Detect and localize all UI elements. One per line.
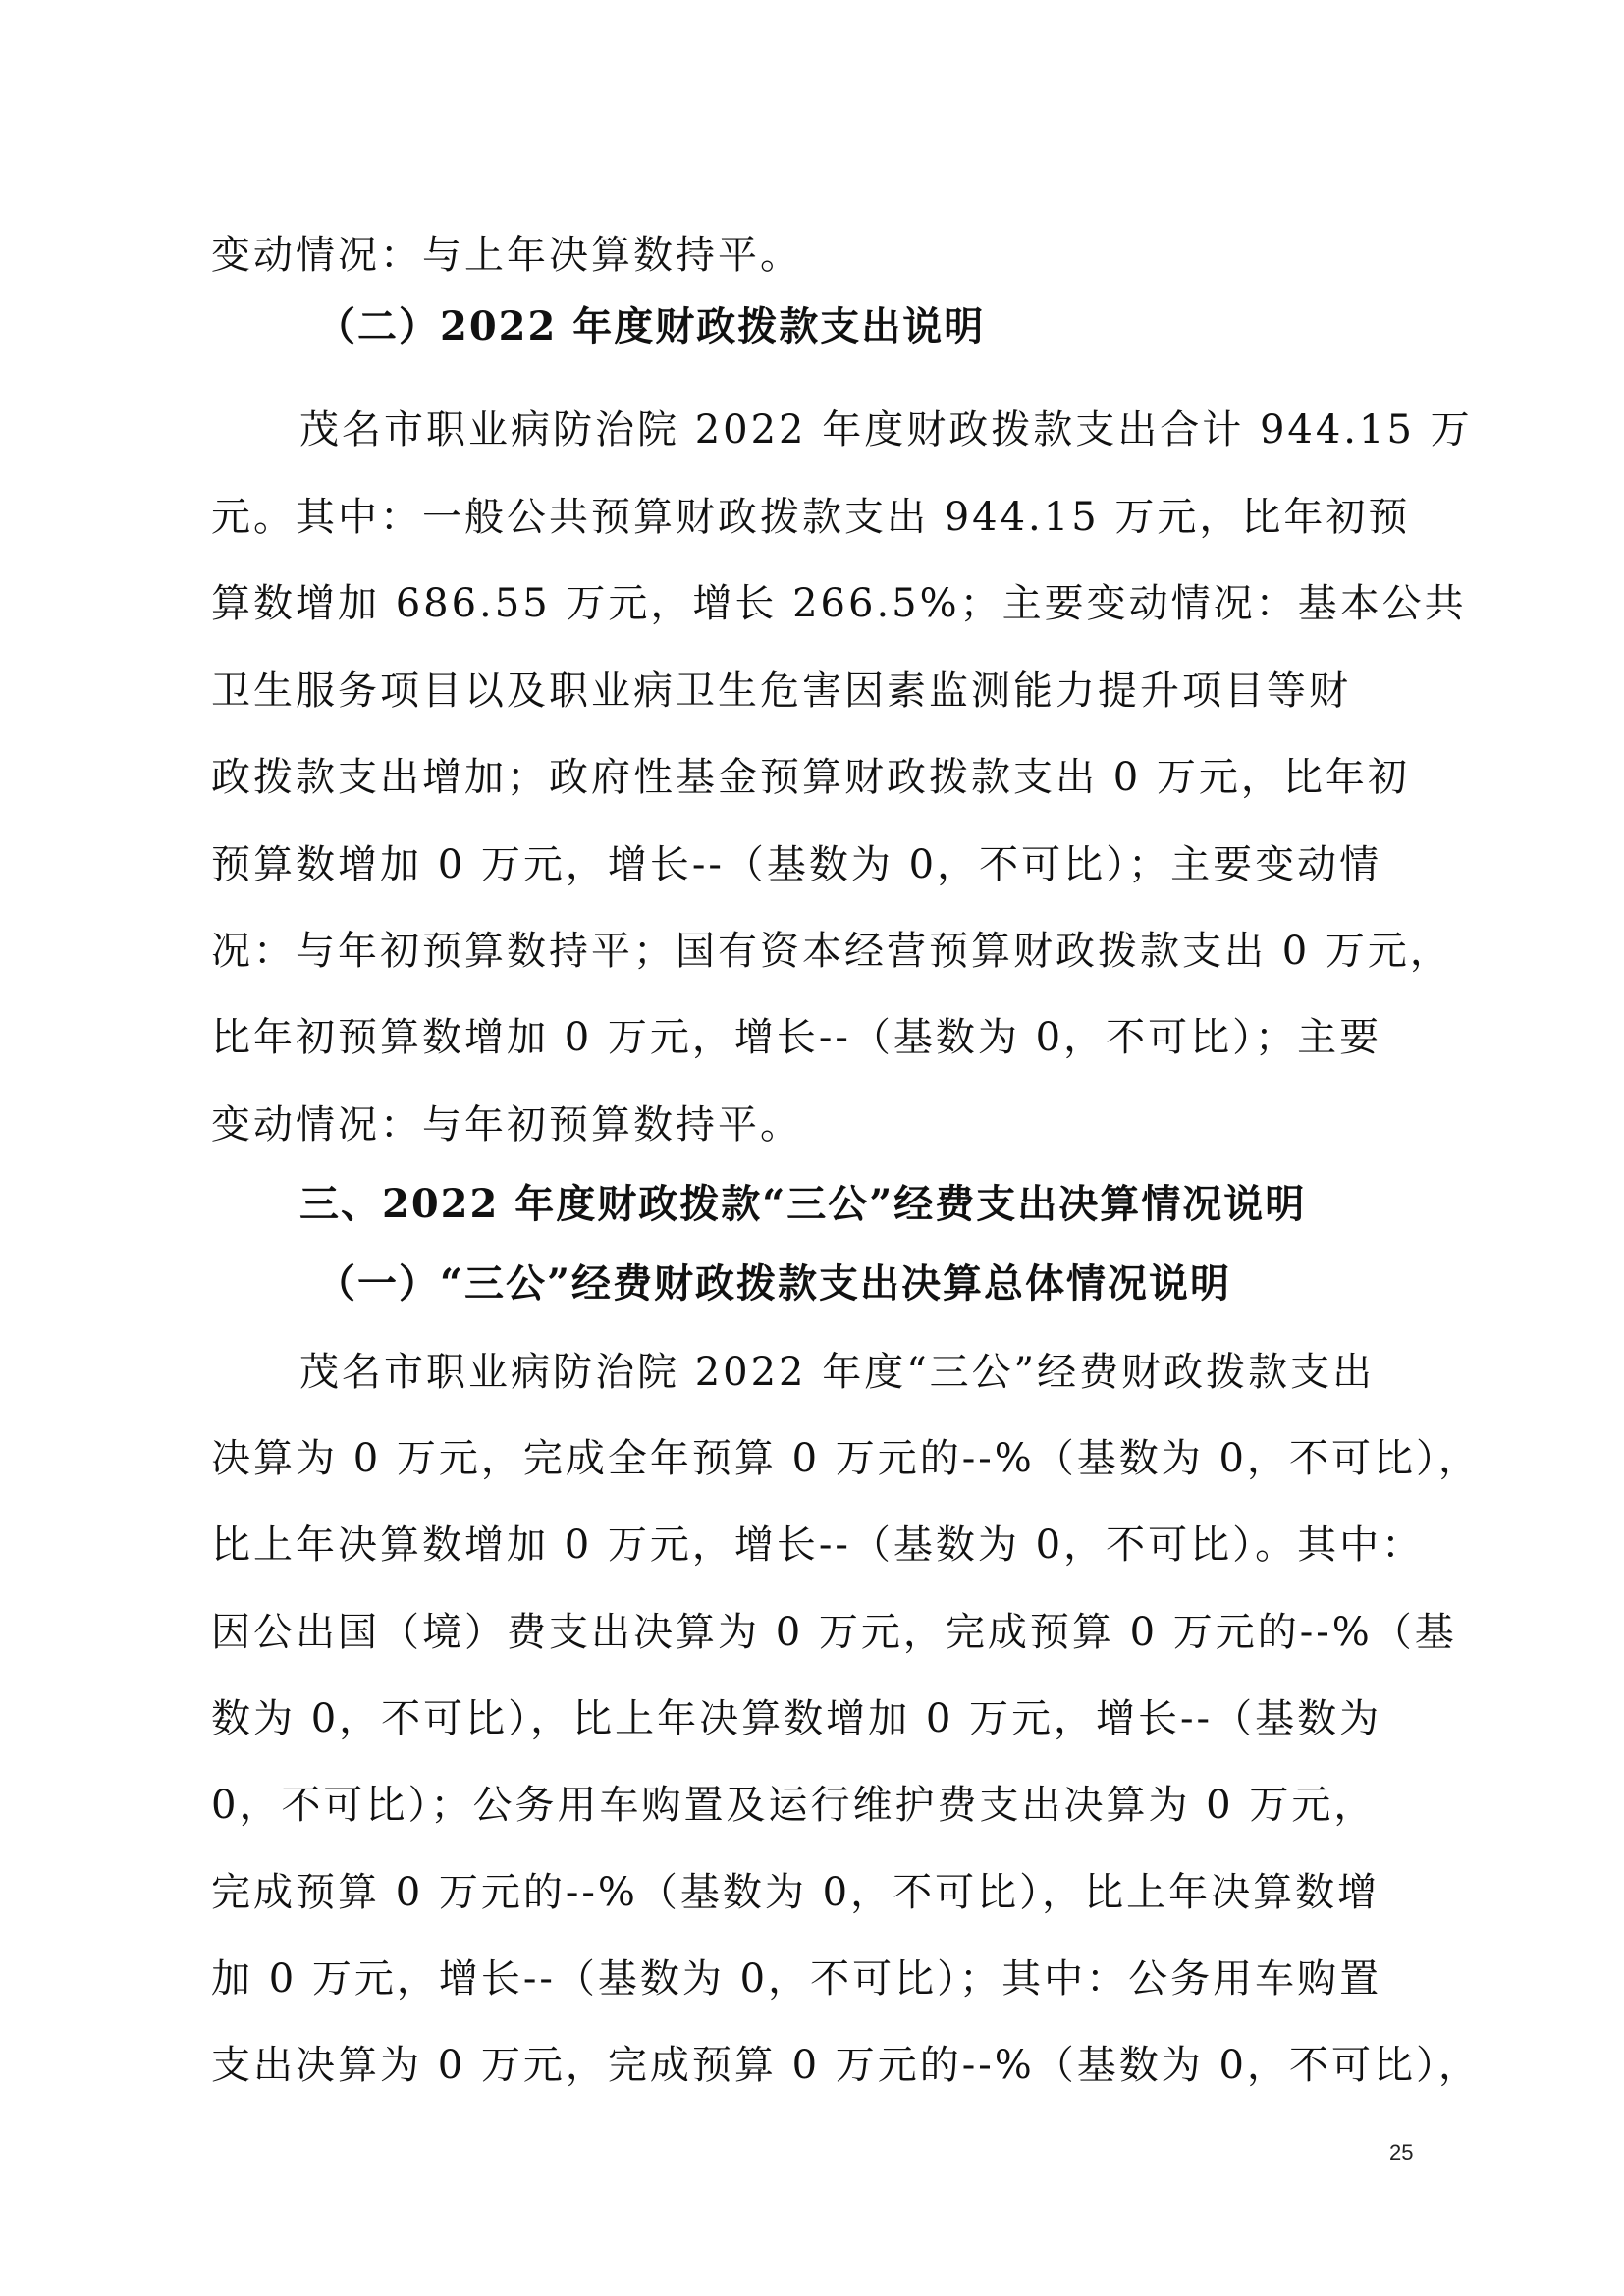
- page-number: 25: [1389, 2140, 1414, 2164]
- body-text-line: 比上年决算数增加 0 万元，增长--（基数为 0，不可比）。其中：: [211, 1522, 1425, 1568]
- body-text-line: 元。其中：一般公共预算财政拨款支出 944.15 万元，比年初预: [211, 495, 1411, 540]
- body-text-line: 变动情况：与年初预算数持平。: [211, 1102, 802, 1148]
- paragraph-first-line: 茂名市职业病防治院 2022 年度“三公”经费财政拨款支出: [299, 1350, 1376, 1395]
- body-text-line: 政拨款支出增加；政府性基金预算财政拨款支出 0 万元，比年初: [211, 755, 1410, 800]
- body-text-line: 因公出国（境）费支出决算为 0 万元，完成预算 0 万元的--%（基: [211, 1610, 1457, 1655]
- section-heading: （二）2022 年度财政拨款支出说明: [316, 303, 986, 349]
- body-text-line: 加 0 万元，增长--（基数为 0，不可比）；其中：公务用车购置: [211, 1956, 1382, 2002]
- body-text-line: 比年初预算数增加 0 万元，增长--（基数为 0，不可比）；主要: [211, 1015, 1382, 1060]
- body-text-line: 预算数增加 0 万元，增长--（基数为 0，不可比）；主要变动情: [211, 842, 1382, 887]
- body-text-line: 支出决算为 0 万元，完成预算 0 万元的--%（基数为 0，不可比），: [211, 2043, 1481, 2088]
- body-text-line: 完成预算 0 万元的--%（基数为 0，不可比），比上年决算数增: [211, 1870, 1380, 1915]
- subsection-heading: （一）“三公”经费财政拨款支出决算总体情况说明: [316, 1260, 1232, 1307]
- body-text-line: 0，不可比）；公务用车购置及运行维护费支出决算为 0 万元，: [211, 1783, 1377, 1828]
- body-text-line: 况：与年初预算数持平；国有资本经营预算财政拨款支出 0 万元，: [211, 929, 1452, 974]
- body-text-line: 决算为 0 万元，完成全年预算 0 万元的--%（基数为 0，不可比），: [211, 1436, 1481, 1481]
- paragraph-first-line: 茂名市职业病防治院 2022 年度财政拨款支出合计 944.15 万: [299, 407, 1473, 453]
- body-text-line: 数为 0，不可比），比上年决算数增加 0 万元，增长--（基数为: [211, 1696, 1382, 1741]
- section-heading: 三、2022 年度财政拨款“三公”经费支出决算情况说明: [299, 1181, 1307, 1227]
- body-text-line: 变动情况：与上年决算数持平。: [211, 233, 802, 278]
- body-text-line: 算数增加 686.55 万元，增长 266.5%；主要变动情况：基本公共: [211, 581, 1467, 626]
- body-text-line: 卫生服务项目以及职业病卫生危害因素监测能力提升项目等财: [211, 668, 1351, 714]
